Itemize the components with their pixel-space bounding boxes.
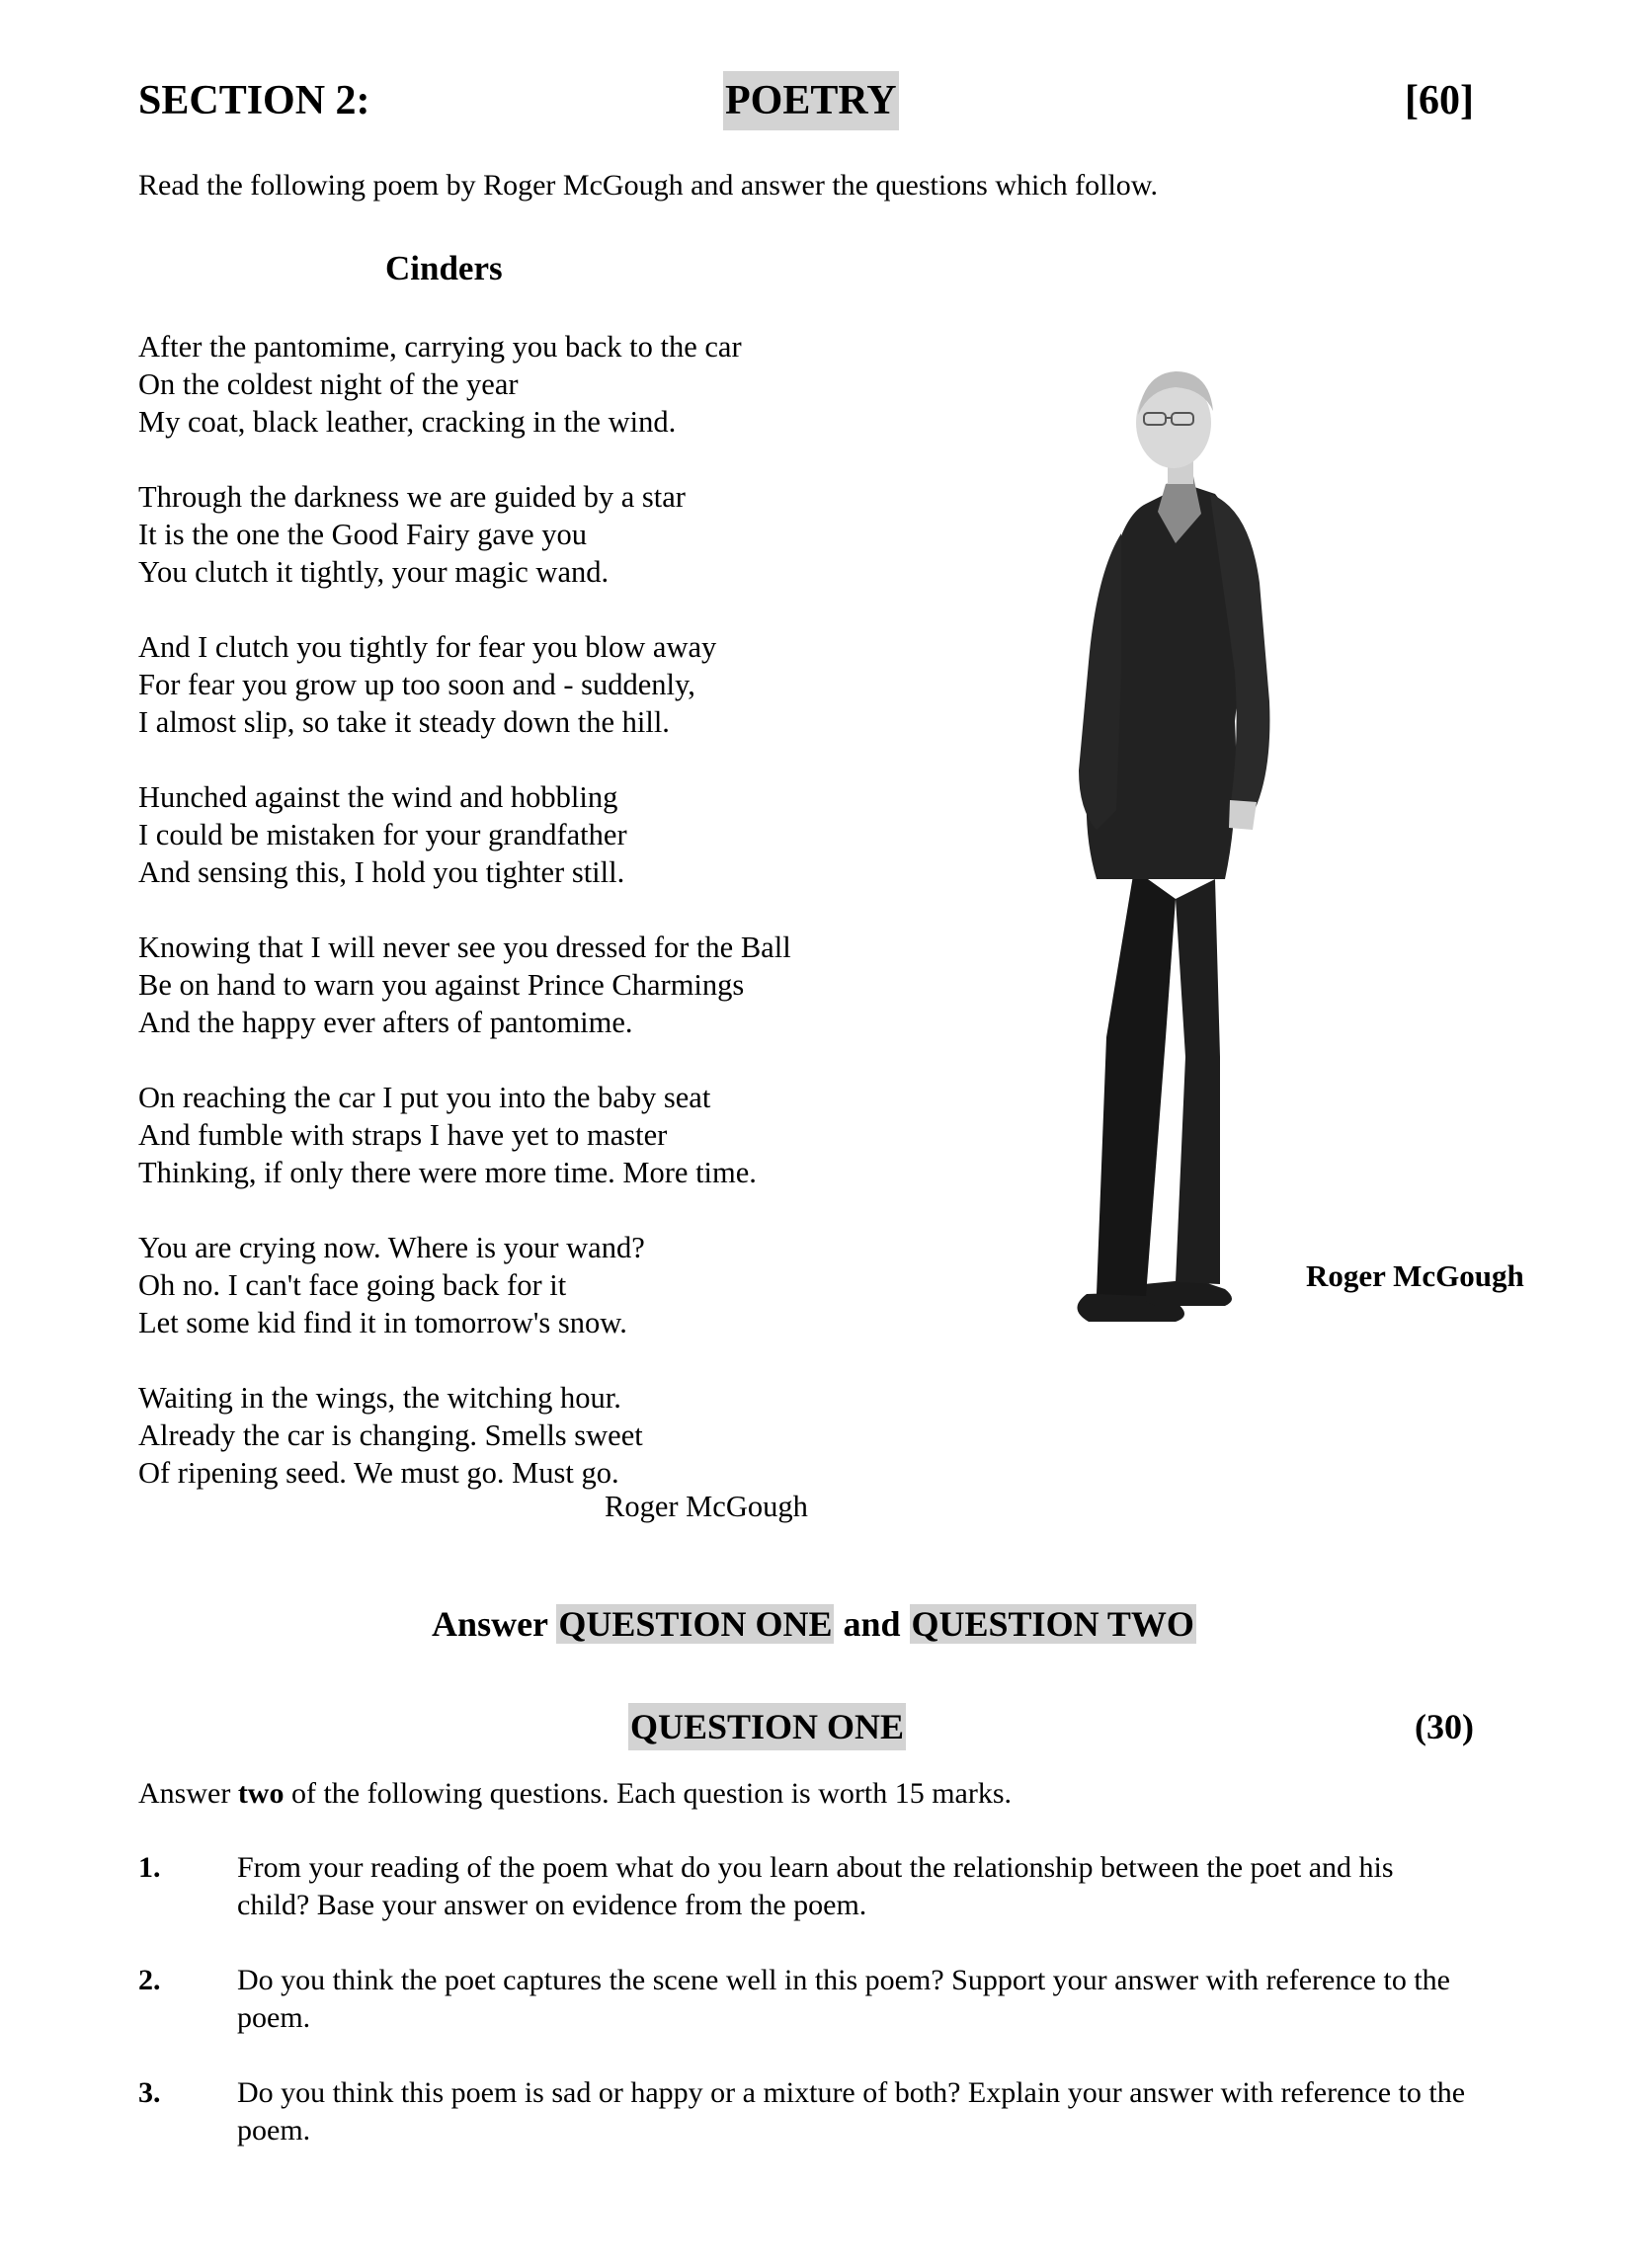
question-instructions — [138, 1774, 1012, 1814]
poem-stanza — [138, 328, 889, 441]
question-one-header — [138, 1703, 1474, 1750]
photo-caption: Roger McGough — [1306, 1258, 1524, 1293]
poem-line: After the pantomime, carrying you back to the car — [138, 330, 742, 364]
poem-line: Oh no. I can't face going back for it — [138, 1268, 567, 1302]
answer-instruction — [0, 1600, 1628, 1648]
poem-line: And sensing this, I hold you tighter still. — [138, 855, 625, 889]
poem-body — [138, 328, 889, 1492]
section-header — [138, 71, 1474, 130]
poem-line: For fear you grow up too soon and - suddenly, — [138, 668, 695, 701]
poem-line: And fumble with straps I have yet to master — [138, 1118, 668, 1152]
poem-line: Already the car is changing. Smells sweet — [138, 1418, 643, 1452]
poem-stanza — [138, 1379, 889, 1492]
question-item — [138, 1962, 1472, 2037]
section-marks: [60] — [1405, 78, 1474, 123]
poem-line: Knowing that I will never see you dressed for the Ball — [138, 931, 791, 964]
question-text: Do you think the poet captures the scene well in this poem? Support your answer with reference to the poem. — [237, 1964, 1450, 2034]
question-one-title: QUESTION ONE — [628, 1703, 906, 1750]
question-item — [138, 1849, 1472, 1924]
poet-photo — [1027, 346, 1324, 1353]
poem-line: And the happy ever afters of pantomime. — [138, 1006, 633, 1039]
answer-prefix: Answer — [432, 1604, 557, 1644]
poem-line: Be on hand to warn you against Prince Charmings — [138, 968, 745, 1002]
poem-author: Roger McGough — [605, 1490, 808, 1523]
poem-line: You clutch it tightly, your magic wand. — [138, 555, 610, 589]
poem-line: Let some kid find it in tomorrow's snow. — [138, 1306, 627, 1339]
poem-stanza — [138, 628, 889, 741]
intro-text: Read the following poem by Roger McGough and answer the questions which follow. — [138, 169, 1159, 202]
question-number: 1. — [138, 1851, 161, 1884]
instruction-pre: Answer — [138, 1777, 238, 1810]
poem-line: I could be mistaken for your grandfather — [138, 818, 627, 851]
poem-line: Hunched against the wind and hobbling — [138, 780, 618, 814]
poem-stanza — [138, 478, 889, 591]
poem-line: On reaching the car I put you into the baby seat — [138, 1081, 711, 1114]
question-one-marks: (30) — [1415, 1707, 1474, 1746]
poem-stanza — [138, 778, 889, 891]
instruction-post: of the following questions. Each question is worth 15 marks. — [284, 1777, 1013, 1810]
poem-line: On the coldest night of the year — [138, 367, 519, 401]
poem-line: Of ripening seed. We must go. Must go. — [138, 1456, 619, 1490]
poem-line: Thinking, if only there were more time. More time. — [138, 1156, 757, 1189]
poem-line: And I clutch you tightly for fear you blow away — [138, 630, 717, 664]
question-list — [138, 1849, 1472, 2187]
answer-q1: QUESTION ONE — [558, 1604, 833, 1644]
question-text: From your reading of the poem what do you learn about the relationship between the poet and his child? Base your answer on evidence from the poem. — [237, 1851, 1394, 1921]
poem-title: Cinders — [385, 249, 503, 287]
poem-line: Through the darkness we are guided by a star — [138, 480, 686, 514]
poem-stanza — [138, 1229, 889, 1341]
question-number: 3. — [138, 2076, 161, 2109]
section-title: POETRY — [723, 71, 899, 130]
question-text: Do you think this poem is sad or happy or a mixture of both? Explain your answer with reference to the poem. — [237, 2076, 1466, 2146]
answer-q2: QUESTION TWO — [911, 1604, 1194, 1644]
question-item — [138, 2074, 1472, 2149]
instruction-bold: two — [237, 1777, 285, 1810]
question-number: 2. — [138, 1964, 161, 1996]
poem-stanza — [138, 1079, 889, 1191]
poem-line: Waiting in the wings, the witching hour. — [138, 1381, 621, 1415]
poem-line: My coat, black leather, cracking in the wind. — [138, 405, 677, 439]
answer-middle: and — [834, 1604, 910, 1644]
poem-line: It is the one the Good Fairy gave you — [138, 518, 588, 551]
poem-line: I almost slip, so take it steady down the hill. — [138, 705, 670, 739]
poem-stanza — [138, 929, 889, 1041]
poem-line: You are crying now. Where is your wand? — [138, 1231, 645, 1264]
section-label: SECTION 2: — [138, 78, 370, 123]
